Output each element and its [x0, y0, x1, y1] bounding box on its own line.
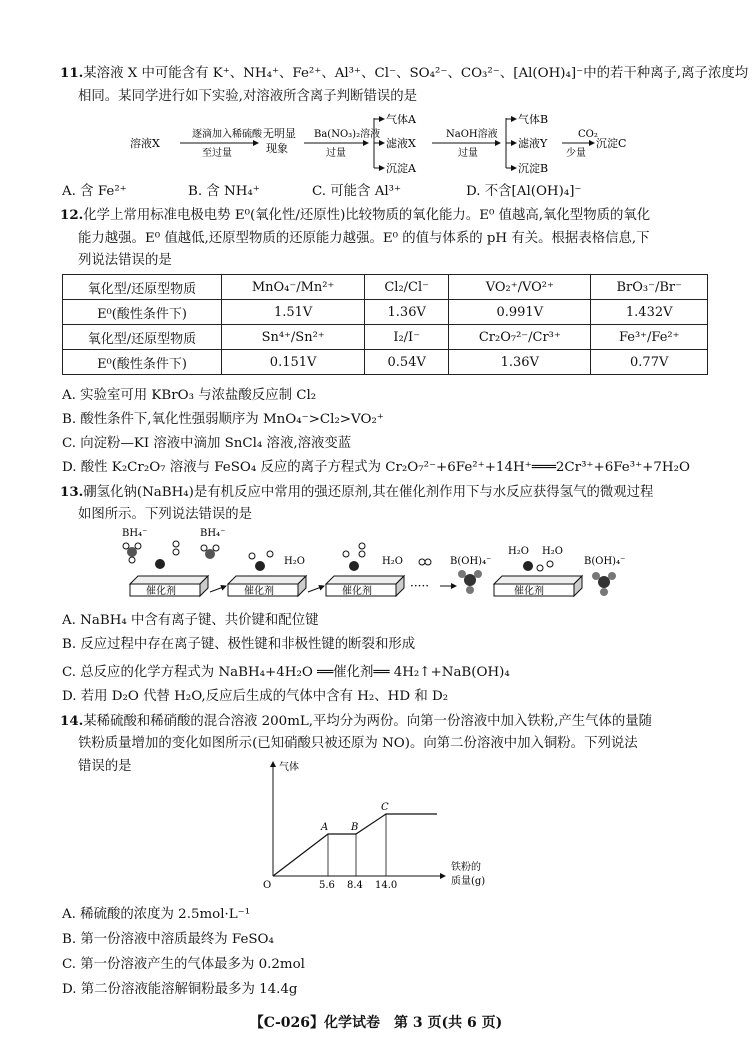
- svg-text:H₂O: H₂O: [508, 546, 529, 557]
- table-cell: I₂/I⁻: [365, 325, 449, 350]
- bh4-label: BH₄⁻: [122, 528, 148, 539]
- table-cell: 1.36V: [365, 300, 449, 325]
- q11-option-a: A. 含 Fe²⁺: [62, 184, 127, 199]
- q11-option-c: C. 可能含 Al³⁺: [312, 184, 402, 199]
- q14-number: 14.: [60, 713, 84, 729]
- flow-step3-top: NaOH溶液: [446, 129, 498, 140]
- table-cell: Fe³⁺/Fe²⁺: [591, 325, 708, 350]
- point-c-label: C: [381, 802, 389, 813]
- y-axis-label: 气体: [279, 762, 299, 773]
- table-cell: 氧化型/还原型物质: [63, 325, 222, 350]
- q12-stem-line1: [60, 206, 650, 225]
- table-cell: 0.54V: [365, 350, 449, 375]
- flow-precip-c: 沉淀C: [596, 137, 627, 150]
- flow-gas-a: 气体A: [386, 113, 416, 126]
- q13-stem-line1: [60, 483, 653, 502]
- q14-option-c: C. 第一份溶液产生的气体最多为 0.2mol: [62, 957, 305, 972]
- q12-option-b: B. 酸性条件下,氧化性强弱顺序为 MnO₄⁻>Cl₂>VO₂⁺: [62, 412, 384, 427]
- q11-stem-line2: [78, 88, 417, 106]
- flow-mid1-b: 现象: [266, 142, 288, 155]
- svg-text:H₂O: H₂O: [382, 556, 403, 567]
- q11-options: [62, 180, 702, 198]
- q12-option-c: C. 向淀粉—KI 溶液中滴加 SnCl₄ 溶液,溶液变蓝: [62, 436, 352, 451]
- svg-text:催化剂: 催化剂: [514, 586, 544, 597]
- table-row: [63, 350, 708, 375]
- q13-mechanism-diagram: [110, 524, 630, 616]
- table-cell: 1.432V: [591, 300, 708, 325]
- table-cell: Sn⁴⁺/Sn²⁺: [222, 325, 365, 350]
- table-cell: 氧化型/还原型物质: [63, 275, 222, 300]
- q12-text-2: 能力越强。E⁰ 值越低,还原型物质的还原能力越强。E⁰ 的值与体系的 pH 有关。根据表格信息,下: [78, 231, 650, 246]
- svg-text:催化剂: 催化剂: [342, 586, 372, 597]
- q14-stem-line2: [78, 735, 638, 753]
- q11-option-b: B. 含 NH₄⁺: [188, 184, 260, 199]
- flow-precip-b: 沉淀B: [518, 162, 549, 175]
- q14-text-3: 错误的是: [78, 759, 132, 774]
- q12-option-a: A. 实验室可用 KBrO₃ 与浓盐酸反应制 Cl₂: [62, 388, 317, 403]
- q14-option-a: A. 稀硫酸的浓度为 2.5mol·L⁻¹: [62, 907, 251, 922]
- flow-step1-bottom: 至过量: [202, 148, 232, 159]
- flow-precip-a: 沉淀A: [386, 162, 416, 175]
- q12-number: 12.: [60, 207, 84, 223]
- flow-step1-top: 逐滴加入稀硫酸: [192, 129, 262, 140]
- molecule-atom: [127, 547, 137, 557]
- tick-label: 14.0: [375, 880, 398, 891]
- q12-option-d: D. 酸性 K₂Cr₂O₇ 溶液与 FeSO₄ 反应的离子方程式为 Cr₂O₇²⁻+6Fe²⁺+14H⁺═══2Cr³⁺+6Fe³⁺+7H₂O: [62, 460, 690, 475]
- h2o-label: H₂O: [284, 556, 305, 567]
- page-footer: 【C-026】化学试卷 第 3 页(共 6 页): [249, 1015, 503, 1031]
- q11-text-1: 某溶液 X 中可能含有 K⁺、NH₄⁺、Fe²⁺、Al³⁺、Cl⁻、SO₄²⁻、CO₃²⁻、[Al(OH)₄]⁻中的若干种离子,离子浓度均: [83, 66, 749, 81]
- q12-text-1: 化学上常用标准电极电势 E⁰(氧化性/还原性)比较物质的氧化能力。E⁰ 值越高,氧化型物质的氧化: [83, 208, 651, 223]
- q14-stem-line1: [60, 712, 652, 731]
- flow-step2-top: Ba(NO₃)₂溶液: [314, 129, 381, 140]
- table-cell: 0.77V: [591, 350, 708, 375]
- q14-gas-graph: [255, 758, 515, 894]
- svg-text:H₂O: H₂O: [542, 546, 563, 557]
- table-cell: 0.991V: [449, 300, 591, 325]
- q13-number: 13.: [60, 484, 84, 500]
- q13-text-2: 如图所示。下列说法错误的是: [78, 507, 253, 522]
- table-cell: 1.36V: [449, 350, 591, 375]
- q11-stem-line1: [60, 64, 748, 83]
- point-b-label: B: [351, 822, 359, 833]
- q13-stem-line2: [78, 506, 252, 524]
- flow-step4-top: CO₂: [578, 129, 598, 140]
- catalyst-block: [130, 576, 208, 597]
- catalyst-block: [228, 576, 306, 597]
- catalyst-block: [326, 576, 404, 597]
- svg-text:·····: ·····: [410, 579, 430, 593]
- q13-text-1: 硼氢化钠(NaBH₄)是有机反应中常用的强还原剂,其在催化剂作用下与水反应获得氢气的微观过程: [83, 485, 654, 500]
- bh4-label-2: BH₄⁻: [200, 528, 226, 539]
- table-row: [63, 300, 708, 325]
- q12-text-3: 列说法错误的是: [78, 253, 172, 268]
- q12-stem-line2: [78, 230, 650, 248]
- table-cell: Cl₂/Cl⁻: [365, 275, 449, 300]
- q13-option-c: C. 总反应的化学方程式为 NaBH₄+4H₂O ══催化剂══ 4H₂↑+NaB(OH)₄: [62, 665, 510, 680]
- catalyst-label: 催化剂: [146, 586, 176, 597]
- origin-label: O: [263, 880, 272, 891]
- table-cell: VO₂⁺/VO²⁺: [449, 275, 591, 300]
- point-a-label: A: [321, 822, 329, 833]
- table-row: [63, 325, 708, 350]
- boh4-label: B(OH)₄⁻: [450, 556, 492, 567]
- table-cell: 1.51V: [222, 300, 365, 325]
- x-axis-label-2: 质量(g): [451, 876, 486, 887]
- q14-text-2: 铁粉质量增加的变化如图所示(已知硝酸只被还原为 NO)。向第二份溶液中加入铜粉。下列说法: [78, 736, 638, 751]
- q11-option-d: D. 不含[Al(OH)₄]⁻: [466, 184, 582, 199]
- tick-label: 5.6: [319, 880, 335, 891]
- table-row: [63, 275, 708, 300]
- svg-text:B(OH)₄⁻: B(OH)₄⁻: [584, 556, 626, 567]
- q11-number: 11.: [60, 65, 84, 81]
- x-axis-label-1: 铁粉的: [451, 862, 481, 873]
- table-cell: 0.151V: [222, 350, 365, 375]
- q11-flow-diagram: [128, 110, 648, 176]
- svg-text:催化剂: 催化剂: [244, 586, 274, 597]
- q13-option-b: B. 反应过程中存在离子键、极性键和非极性键的断裂和形成: [62, 637, 416, 652]
- tick-label: 8.4: [347, 880, 363, 891]
- table-cell: E⁰(酸性条件下): [63, 300, 222, 325]
- flow-mid1-a: 无明显: [263, 127, 296, 140]
- q14-text-1: 某稀硫酸和稀硝酸的混合溶液 200mL,平均分为两份。向第一份溶液中加入铁粉,产生气体的量随: [83, 714, 653, 729]
- flow-filtrate-x: 滤液X: [386, 137, 416, 150]
- q13-option-d: D. 若用 D₂O 代替 H₂O,反应后生成的气体中含有 H₂、HD 和 D₂: [62, 689, 449, 704]
- q14-option-b: B. 第一份溶液中溶质最终为 FeSO₄: [62, 932, 274, 947]
- table-cell: E⁰(酸性条件下): [63, 350, 222, 375]
- flow-step2-bottom: 过量: [326, 148, 346, 159]
- flow-gas-b: 气体B: [518, 113, 549, 126]
- flow-start: 溶液X: [130, 137, 160, 150]
- q11-text-2: 相同。某同学进行如下实验,对溶液所含离子判断错误的是: [78, 89, 418, 104]
- potential-table: [62, 274, 708, 375]
- table-cell: BrO₃⁻/Br⁻: [591, 275, 708, 300]
- q14-option-d: D. 第二份溶液能溶解铜粉最多为 14.4g: [62, 982, 298, 997]
- flow-filtrate-y: 滤液Y: [518, 137, 548, 150]
- catalyst-block: [494, 576, 582, 597]
- q13-option-a: A. NaBH₄ 中含有离子键、共价键和配位键: [62, 613, 319, 628]
- q12-stem-line3: [78, 252, 172, 270]
- table-cell: MnO₄⁻/Mn²⁺: [222, 275, 365, 300]
- flow-step3-bottom: 过量: [458, 148, 478, 159]
- flow-step4-bottom: 少量: [566, 148, 586, 159]
- q14-stem-line3: [78, 758, 132, 776]
- table-cell: Cr₂O₇²⁻/Cr³⁺: [449, 325, 591, 350]
